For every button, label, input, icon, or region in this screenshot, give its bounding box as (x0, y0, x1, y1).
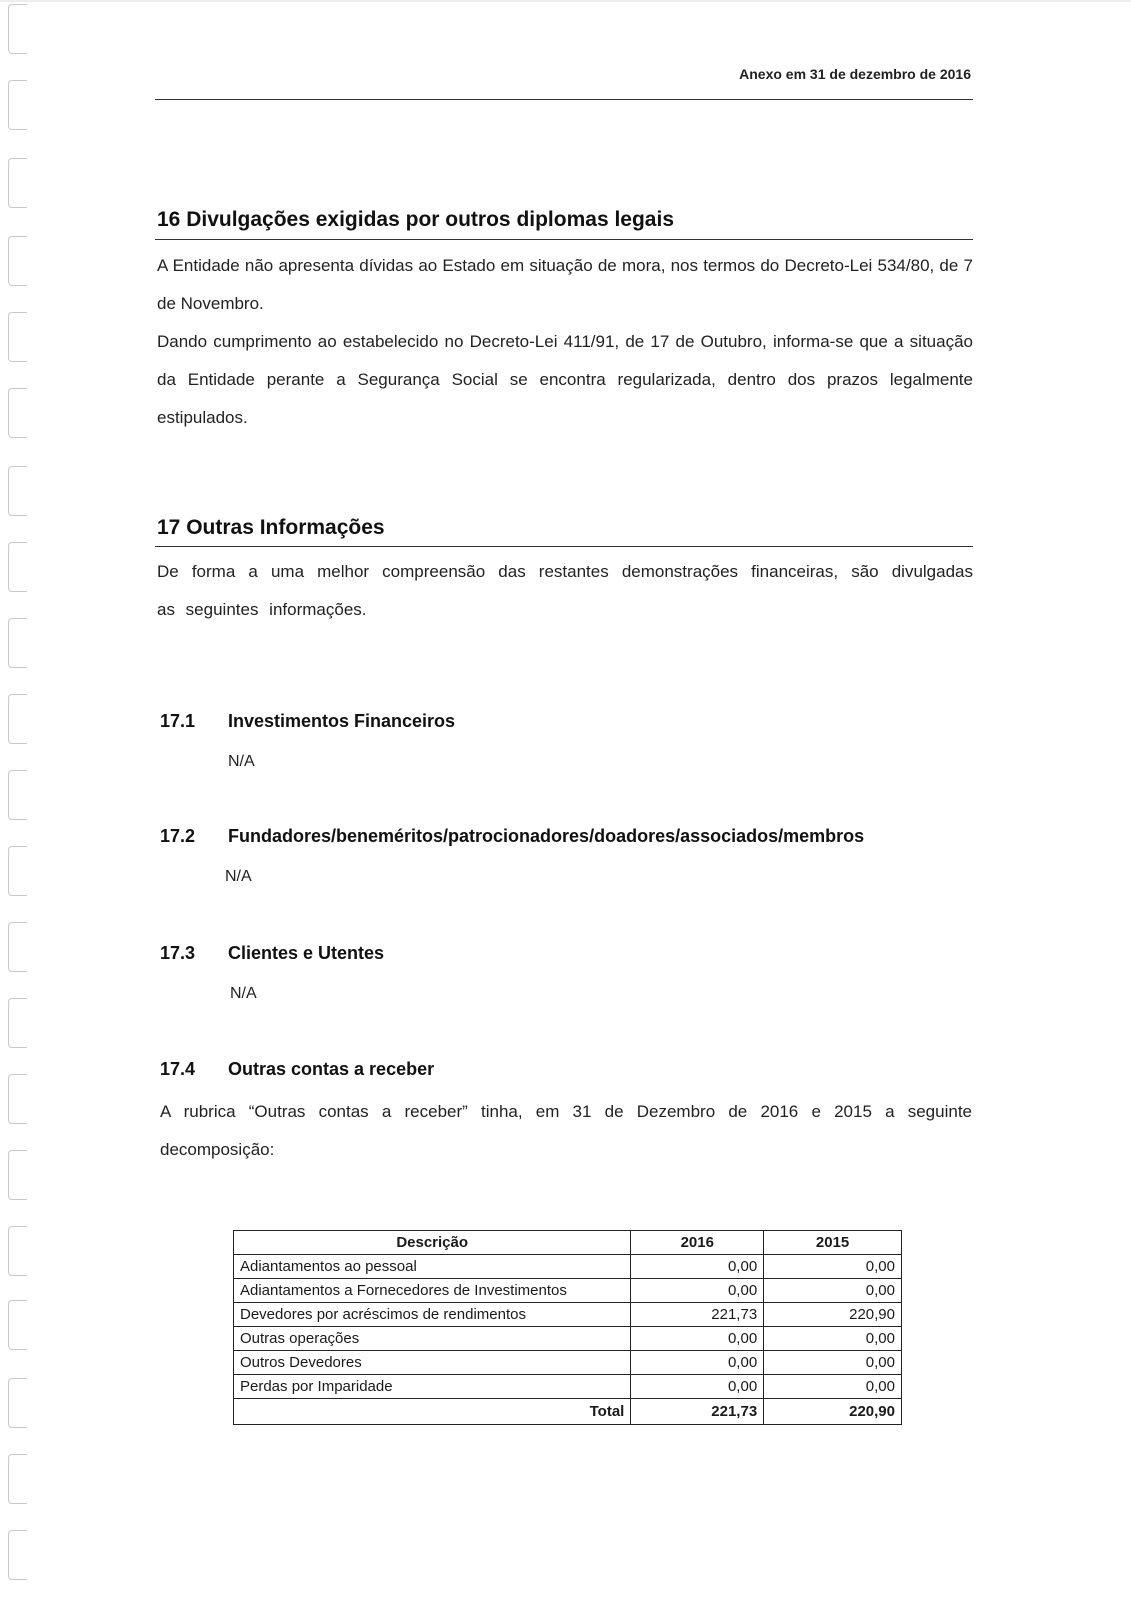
other-receivables-table (233, 1230, 902, 1425)
subsection-17-2-heading (160, 826, 864, 847)
subsection-17-4-heading (160, 1059, 434, 1080)
header-2015: 2015 (764, 1231, 902, 1255)
section-16-rule (155, 239, 973, 240)
table-row (234, 1279, 902, 1303)
section-17-intro (157, 553, 973, 629)
subsection-17-3-value: N/A (230, 985, 257, 1002)
table-header-row (234, 1231, 902, 1255)
page-header-title: Anexo em 31 de dezembro de 2016 (739, 66, 971, 82)
table-row (234, 1255, 902, 1279)
table-total-row (234, 1399, 902, 1425)
subsection-title: Clientes e Utentes (228, 943, 385, 963)
subsection-17-2-value: N/A (225, 868, 252, 885)
row-value-2016: 0,00 (631, 1327, 764, 1351)
row-value-2015: 0,00 (764, 1375, 902, 1399)
header-description: Descrição (234, 1231, 631, 1255)
section-16-text-1: A Entidade não apresenta dívidas ao Estado em situação de mora, nos termos do Decreto-Lei 534/80, de 7 de Novembro. (157, 256, 973, 313)
subsection-17-3-heading (160, 943, 384, 964)
row-description: Outras operações (234, 1327, 631, 1351)
table-row (234, 1303, 902, 1327)
table-row (234, 1327, 902, 1351)
subsection-17-1-value: N/A (228, 753, 255, 770)
row-value-2015: 0,00 (764, 1327, 902, 1351)
section-16-text-2: Dando cumprimento ao estabelecido no Decreto-Lei 411/91, de 17 de Outubro, informa-se que a situação da Entidade perante a Segurança Social se encontra regularizada, dentro dos prazos legalmente estipulados. (157, 332, 973, 427)
page-edge (0, 0, 1131, 2)
subsection-title: Outras contas a receber (228, 1059, 435, 1079)
subsection-number: 17.1 (160, 711, 196, 731)
header-rule (155, 99, 973, 100)
total-value-2016: 221,73 (631, 1399, 764, 1425)
header-2016: 2016 (631, 1231, 764, 1255)
subsection-number: 17.4 (160, 1059, 196, 1079)
subsection-title: Investimentos Financeiros (228, 711, 456, 731)
row-value-2016: 0,00 (631, 1375, 764, 1399)
row-value-2015: 0,00 (764, 1279, 902, 1303)
section-17-intro-text: De forma a uma melhor compreensão das restantes demonstrações financeiras, são divulgadas as seguintes informações. (157, 562, 973, 619)
section-16-paragraph-1 (157, 247, 973, 323)
subsection-title: Fundadores/beneméritos/patrocionadores/doadores/associados/membros (228, 826, 865, 846)
row-description: Devedores por acréscimos de rendimentos (234, 1303, 631, 1327)
subsection-number: 17.3 (160, 943, 196, 963)
row-value-2015: 0,00 (764, 1255, 902, 1279)
total-label: Total (234, 1399, 631, 1425)
row-value-2015: 220,90 (764, 1303, 902, 1327)
section-16-paragraph-2 (157, 323, 973, 437)
section-17-rule (155, 546, 973, 547)
row-value-2016: 0,00 (631, 1351, 764, 1375)
table-row (234, 1351, 902, 1375)
subsection-17-1-heading (160, 711, 455, 732)
row-description: Outros Devedores (234, 1351, 631, 1375)
row-description: Adiantamentos a Fornecedores de Investimentos (234, 1279, 631, 1303)
row-description: Perdas por Imparidade (234, 1375, 631, 1399)
row-value-2016: 221,73 (631, 1303, 764, 1327)
row-value-2016: 0,00 (631, 1255, 764, 1279)
binder-hole-marks (8, 0, 38, 1600)
section-16-title: 16 Divulgações exigidas por outros diplomas legais (157, 208, 674, 231)
row-value-2016: 0,00 (631, 1279, 764, 1303)
subsection-17-4-text (160, 1093, 972, 1169)
row-value-2015: 0,00 (764, 1351, 902, 1375)
subsection-17-4-paragraph: A rubrica “Outras contas a receber” tinha, em 31 de Dezembro de 2016 e 2015 a seguinte decomposição: (160, 1102, 972, 1159)
table-row (234, 1375, 902, 1399)
subsection-number: 17.2 (160, 826, 196, 846)
total-value-2015: 220,90 (764, 1399, 902, 1425)
row-description: Adiantamentos ao pessoal (234, 1255, 631, 1279)
section-17-title: 17 Outras Informações (157, 516, 385, 539)
